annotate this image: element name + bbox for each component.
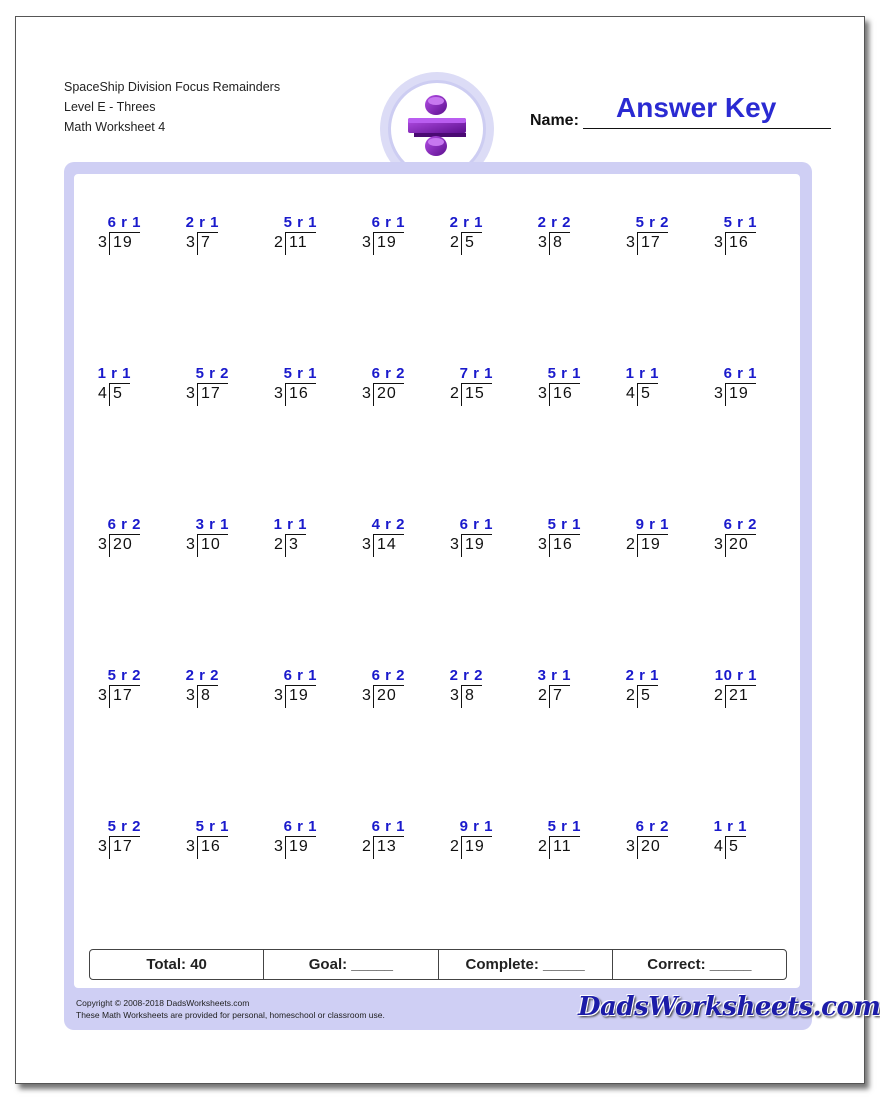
dividend: 5: [641, 687, 651, 704]
division-problem: [98, 820, 178, 870]
division-problem: [186, 216, 266, 266]
dividend: 8: [465, 687, 475, 704]
answer-quotient: 2 r 1: [449, 214, 483, 231]
divisor: 3: [186, 536, 195, 553]
division-problem: [626, 216, 706, 266]
division-problem: [450, 216, 530, 266]
divisor: 2: [538, 687, 547, 704]
answer-quotient: 10 r 1: [714, 667, 757, 684]
answer-quotient: 2 r 1: [625, 667, 659, 684]
divisor: 3: [538, 385, 547, 402]
dividend: 5: [113, 385, 123, 402]
division-problem: [626, 367, 706, 417]
division-problem: [538, 216, 618, 266]
answer-quotient: 6 r 1: [283, 818, 317, 835]
copyright-line: Copyright © 2008-2018 DadsWorksheets.com: [76, 998, 250, 1008]
answer-quotient: 6 r 1: [371, 214, 405, 231]
division-problem: [626, 820, 706, 870]
answer-quotient: 5 r 1: [547, 818, 581, 835]
division-problem: [98, 669, 178, 719]
dividend: 17: [113, 838, 133, 855]
dividend: 8: [553, 234, 563, 251]
division-problem: [98, 518, 178, 568]
divisor: 3: [186, 838, 195, 855]
divisor: 2: [450, 838, 459, 855]
division-problem: [714, 518, 794, 568]
divisor: 3: [538, 536, 547, 553]
division-problem: [186, 820, 266, 870]
usage-line: These Math Worksheets are provided for personal, homeschool or classroom use.: [76, 1010, 385, 1020]
answer-quotient: 6 r 1: [459, 516, 493, 533]
division-problem: [274, 216, 354, 266]
answer-key-text: Answer Key: [616, 92, 777, 123]
dividend: 20: [729, 536, 749, 553]
answer-quotient: 1 r 1: [713, 818, 747, 835]
division-problem: [274, 820, 354, 870]
divisor: 3: [626, 838, 635, 855]
dividend: 16: [289, 385, 309, 402]
score-bar: [89, 949, 787, 980]
division-problem: [714, 669, 794, 719]
answer-quotient: 6 r 2: [107, 516, 141, 533]
divisor: 3: [186, 687, 195, 704]
answer-quotient: 9 r 1: [635, 516, 669, 533]
divisor: 2: [714, 687, 723, 704]
answer-quotient: 3 r 1: [195, 516, 229, 533]
dividend: 17: [641, 234, 661, 251]
dividend: 16: [553, 385, 573, 402]
divisor: 2: [362, 838, 371, 855]
goal-cell[interactable]: Goal: _____: [264, 950, 438, 979]
brand-logo[interactable]: DadsWorksheets.com: [578, 992, 880, 1022]
divisor: 4: [98, 385, 107, 402]
dividend: 16: [729, 234, 749, 251]
division-problem: [362, 367, 442, 417]
division-problem: [714, 216, 794, 266]
answer-quotient: 6 r 2: [371, 667, 405, 684]
dividend: 19: [289, 687, 309, 704]
answer-quotient: 5 r 1: [283, 365, 317, 382]
dividend: 19: [641, 536, 661, 553]
answer-quotient: 5 r 1: [283, 214, 317, 231]
divisor: 3: [186, 234, 195, 251]
division-problem: [538, 367, 618, 417]
divisor: 3: [714, 234, 723, 251]
division-problem: [274, 367, 354, 417]
dividend: 17: [201, 385, 221, 402]
worksheet-title: SpaceShip Division Focus Remainders: [64, 80, 281, 94]
dividend: 19: [289, 838, 309, 855]
copyright-notice: [76, 997, 385, 1021]
answer-quotient: 2 r 1: [185, 214, 219, 231]
divisor: 3: [626, 234, 635, 251]
divisor: 3: [98, 536, 107, 553]
dividend: 14: [377, 536, 397, 553]
division-problem: [362, 669, 442, 719]
dividend: 20: [377, 687, 397, 704]
division-problem: [98, 216, 178, 266]
dividend: 16: [553, 536, 573, 553]
dividend: 16: [201, 838, 221, 855]
name-label: Name:: [530, 112, 579, 129]
dividend: 11: [289, 234, 308, 251]
divisor: 2: [626, 536, 635, 553]
divisor: 3: [538, 234, 547, 251]
answer-quotient: 5 r 1: [723, 214, 757, 231]
dividend: 19: [113, 234, 133, 251]
divisor: 2: [626, 687, 635, 704]
division-problem: [538, 518, 618, 568]
answer-quotient: 6 r 2: [635, 818, 669, 835]
dividend: 21: [729, 687, 749, 704]
dividend: 19: [465, 838, 485, 855]
answer-quotient: 5 r 2: [635, 214, 669, 231]
answer-quotient: 5 r 2: [107, 818, 141, 835]
divisor: 2: [450, 385, 459, 402]
division-problem: [714, 820, 794, 870]
worksheet-level: Level E - Threes: [64, 100, 156, 114]
dividend: 5: [729, 838, 739, 855]
dividend: 15: [465, 385, 485, 402]
dividend: 20: [377, 385, 397, 402]
dividend: 11: [553, 838, 572, 855]
dividend: 7: [201, 234, 211, 251]
divisor: 3: [714, 536, 723, 553]
divisor: 3: [450, 687, 459, 704]
division-problem: [714, 367, 794, 417]
divisor: 4: [626, 385, 635, 402]
dividend: 13: [377, 838, 397, 855]
divisor: 2: [450, 234, 459, 251]
dividend: 5: [465, 234, 475, 251]
answer-quotient: 6 r 2: [371, 365, 405, 382]
division-problem: [186, 367, 266, 417]
division-problem: [538, 669, 618, 719]
division-problem: [186, 518, 266, 568]
division-problem: [626, 518, 706, 568]
division-problem: [450, 367, 530, 417]
dividend: 17: [113, 687, 133, 704]
divisor: 2: [274, 234, 283, 251]
answer-quotient: 4 r 2: [371, 516, 405, 533]
dividend: 8: [201, 687, 211, 704]
division-problem: [274, 518, 354, 568]
divisor: 2: [274, 536, 283, 553]
answer-quotient: 6 r 1: [107, 214, 141, 231]
divisor: 3: [274, 687, 283, 704]
divisor: 3: [450, 536, 459, 553]
dividend: 3: [289, 536, 299, 553]
correct-cell[interactable]: Correct: _____: [647, 956, 752, 973]
divisor: 3: [98, 687, 107, 704]
answer-quotient: 2 r 2: [537, 214, 571, 231]
dividend: 7: [553, 687, 563, 704]
dividend: 20: [113, 536, 133, 553]
division-problem: [450, 669, 530, 719]
division-problem: [362, 820, 442, 870]
division-problem: [450, 518, 530, 568]
division-problem: [98, 367, 178, 417]
answer-quotient: 7 r 1: [459, 365, 493, 382]
answer-quotient: 6 r 2: [723, 516, 757, 533]
answer-quotient: 1 r 1: [625, 365, 659, 382]
divisor: 3: [362, 385, 371, 402]
divisor: 3: [98, 234, 107, 251]
division-problem: [626, 669, 706, 719]
divisor: 3: [274, 385, 283, 402]
division-problem: [362, 216, 442, 266]
answer-quotient: 5 r 1: [547, 365, 581, 382]
answer-quotient: 5 r 1: [547, 516, 581, 533]
answer-quotient: 5 r 2: [107, 667, 141, 684]
divisor: 3: [186, 385, 195, 402]
worksheet-subtitle: Math Worksheet 4: [64, 120, 166, 134]
answer-quotient: 9 r 1: [459, 818, 493, 835]
dividend: 19: [465, 536, 485, 553]
answer-quotient: 5 r 2: [195, 365, 229, 382]
answer-quotient: 6 r 1: [371, 818, 405, 835]
answer-quotient: 5 r 1: [195, 818, 229, 835]
divisor: 3: [98, 838, 107, 855]
divisor: 3: [362, 687, 371, 704]
dividend: 19: [729, 385, 749, 402]
divisor: 3: [274, 838, 283, 855]
answer-quotient: 6 r 1: [723, 365, 757, 382]
answer-quotient: 3 r 1: [537, 667, 571, 684]
divisor: 4: [714, 838, 723, 855]
total-cell: Total: 40: [90, 950, 264, 979]
dividend: 5: [641, 385, 651, 402]
answer-quotient: 2 r 2: [449, 667, 483, 684]
divisor: 2: [538, 838, 547, 855]
dividend: 19: [377, 234, 397, 251]
division-problem: [274, 669, 354, 719]
division-problem: [538, 820, 618, 870]
answer-quotient: 2 r 2: [185, 667, 219, 684]
dividend: 10: [201, 536, 221, 553]
divisor: 3: [362, 234, 371, 251]
divisor: 3: [362, 536, 371, 553]
answer-quotient: 1 r 1: [273, 516, 307, 533]
division-problem: [186, 669, 266, 719]
answer-quotient: 1 r 1: [97, 365, 131, 382]
division-problem: [450, 820, 530, 870]
division-problem: [362, 518, 442, 568]
divisor: 3: [714, 385, 723, 402]
answer-quotient: 6 r 1: [283, 667, 317, 684]
complete-cell[interactable]: Complete: _____: [439, 950, 613, 979]
dividend: 20: [641, 838, 661, 855]
